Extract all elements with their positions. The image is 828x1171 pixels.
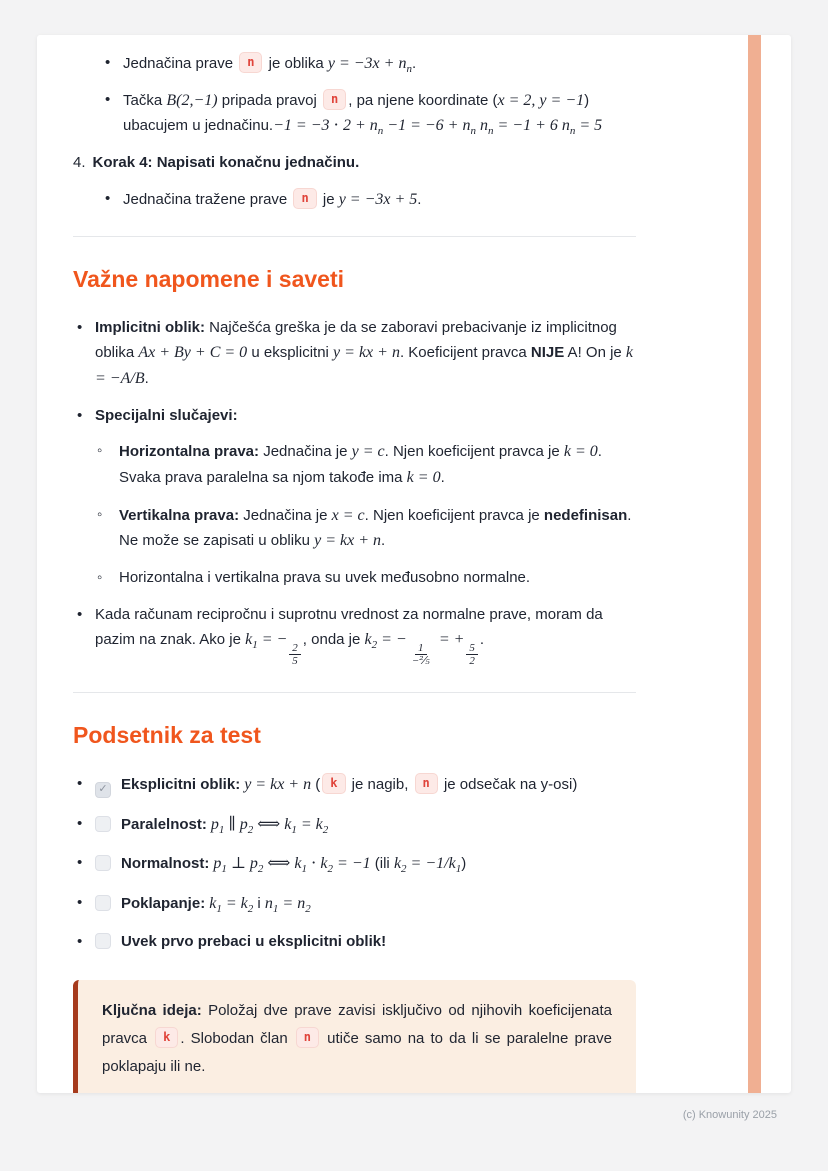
inline-code-badge: n <box>296 1027 319 1048</box>
bold-text-segment: Horizontalna prava: <box>119 443 260 461</box>
math-segment: = 5 <box>575 117 603 135</box>
intro-bullet-list <box>101 51 636 139</box>
checkbox[interactable] <box>95 816 111 832</box>
text-segment: . Koeficijent pravca <box>399 344 531 362</box>
math-segment: x = c <box>331 506 365 524</box>
list-item <box>95 566 636 590</box>
bold-text-segment: Implicitni oblik: <box>95 319 206 337</box>
math-fraction <box>466 642 478 668</box>
math-segment: −1 = −3 ⋅ 2 + n <box>273 117 378 135</box>
math-segment: x = 2, y = −1 <box>497 91 585 109</box>
math-subscript: n <box>470 125 476 138</box>
math-segment: ⊥ p <box>226 855 258 873</box>
text-segment: , onda je <box>302 630 365 648</box>
fraction-denominator: −⅖ <box>411 655 430 668</box>
special-cases-sublist <box>95 439 636 589</box>
checklist-item-text <box>121 815 329 836</box>
math-subscript: 2 <box>371 638 378 651</box>
math-subscript: 1 <box>272 902 279 915</box>
math-segment: k <box>364 630 372 648</box>
text-segment: . Njen koeficijent pravca je <box>364 506 544 524</box>
math-segment: k <box>205 894 217 912</box>
notes-bullet-list <box>73 316 636 668</box>
text-segment: . <box>479 630 485 648</box>
inline-code-badge: n <box>239 52 262 73</box>
checklist-item <box>73 851 636 877</box>
math-segment: k <box>245 630 253 648</box>
checklist-item <box>73 930 636 954</box>
bold-text-segment: Poklapanje: <box>121 894 206 912</box>
list-item-text <box>119 569 530 586</box>
footer-copyright: (c) Knowunity 2025 <box>682 1109 777 1121</box>
checklist-item <box>73 812 636 838</box>
bold-text-segment: Uvek prvo prebaci u eksplicitni oblik! <box>121 933 387 951</box>
checklist-item-text <box>121 776 577 793</box>
test-checklist <box>73 772 636 955</box>
bold-text-segment: NIJE <box>530 344 565 362</box>
checkbox[interactable] <box>95 895 111 911</box>
list-item <box>73 316 636 391</box>
math-subscript: 1 <box>301 863 307 876</box>
text-segment: . Slobodan član <box>180 1030 294 1048</box>
list-item-text <box>119 443 602 486</box>
list-item-text <box>119 507 631 550</box>
math-subscript: n <box>406 63 412 75</box>
text-segment: Najčešća greška je da se zaboravi prebacivanje iz implicitnog oblika <box>95 319 617 362</box>
math-fraction <box>409 642 433 668</box>
math-subscript: n <box>569 125 576 138</box>
text-segment: , pa njene koordinate ( <box>348 91 498 109</box>
math-segment: ∥ p <box>224 815 248 833</box>
math-segment: = − <box>257 630 288 648</box>
math-segment: = k <box>221 894 248 912</box>
list-item <box>101 51 636 77</box>
list-item <box>73 603 636 668</box>
text-segment: . <box>381 532 386 550</box>
text-segment: pripada pravoj <box>217 91 321 109</box>
bold-text-segment: Vertikalna prava: <box>119 506 240 524</box>
text-segment: ( <box>311 775 321 793</box>
section-divider <box>73 692 636 693</box>
text-segment: . Njen koeficijent pravca je <box>384 443 564 461</box>
fraction-denominator: 5 <box>292 655 298 668</box>
list-item-text <box>123 191 421 208</box>
bold-text-segment: Normalnost: <box>121 855 210 873</box>
math-subscript: 2 <box>322 823 329 836</box>
text-segment: . <box>411 55 417 72</box>
step-heading <box>73 151 636 175</box>
math-segment: = −1/k <box>406 855 456 873</box>
math-segment: = −1 + 6 n <box>493 117 570 135</box>
checkbox[interactable] <box>95 933 111 949</box>
text-segment: je odsečak na y-osi) <box>439 775 578 793</box>
checkbox[interactable] <box>95 782 111 798</box>
text-segment: je <box>318 190 339 208</box>
text-segment: utiče samo na to da li se paralelne prave poklapaju ili ne. <box>102 1030 612 1075</box>
math-segment: p <box>209 855 222 873</box>
math-subscript: 1 <box>252 638 258 651</box>
list-item-text <box>123 55 417 75</box>
math-segment: = n <box>278 894 306 912</box>
text-segment: Horizontalna i vertikalna prava su uvek međusobno normalne. <box>119 568 531 586</box>
math-segment: k = 0 <box>406 468 441 486</box>
text-segment: . <box>144 369 149 387</box>
math-subscript: 1 <box>218 823 225 836</box>
text-segment: ) ubacujem u jednačinu. <box>123 91 590 135</box>
text-segment: Jednačina je <box>239 506 332 524</box>
text-segment: Jednačina prave <box>123 55 238 72</box>
step-title: Korak 4: Napisati konačnu jednačinu. <box>92 153 360 171</box>
text-segment: i <box>253 894 265 912</box>
math-subscript: n <box>377 125 384 138</box>
text-segment: Jednačina tražene prave <box>123 190 292 208</box>
math-segment: k <box>393 855 402 873</box>
math-segment: ⋅ k <box>306 855 328 873</box>
math-segment: n <box>264 894 273 912</box>
math-segment: y = c <box>351 443 385 461</box>
math-segment: = − <box>377 630 407 648</box>
inline-code-badge: k <box>322 773 345 794</box>
inline-code-badge: n <box>323 89 346 110</box>
list-item <box>95 439 636 490</box>
math-fraction <box>289 642 301 668</box>
text-segment: . Svaka prava paralelna sa njom takođe ima <box>119 443 602 486</box>
checkbox[interactable] <box>95 855 111 871</box>
text-segment: A! On je <box>564 344 626 362</box>
list-item-text <box>95 407 238 424</box>
math-segment: ⟺ k <box>253 815 292 833</box>
fraction-numerator: 2 <box>289 642 301 656</box>
math-subscript: 1 <box>216 902 222 915</box>
list-item-text <box>95 605 603 668</box>
text-segment: . <box>417 190 422 208</box>
text-segment: . <box>440 468 445 486</box>
text-segment: je oblika <box>264 55 328 72</box>
checklist-item <box>73 891 636 917</box>
fraction-numerator: 5 <box>466 642 478 656</box>
math-segment: y = −3x + 5 <box>338 190 418 208</box>
math-subscript: 2 <box>247 823 254 836</box>
math-segment: k = −A/B <box>95 344 634 387</box>
math-segment: = + <box>434 630 465 648</box>
document-card <box>37 35 791 1093</box>
text-segment: . Ne može se zapisati u obliku <box>119 506 632 550</box>
math-subscript: 1 <box>291 823 297 836</box>
math-segment: −1 = −6 + n <box>383 117 471 135</box>
math-segment: y = −3x + n <box>327 55 407 72</box>
step-number: 4. <box>73 153 86 171</box>
bold-text-segment: Specijalni slučajevi: <box>95 407 238 425</box>
inline-code-badge: n <box>415 773 438 794</box>
math-segment: y = kx + n <box>240 775 312 793</box>
callout-text <box>102 997 612 1080</box>
math-subscript: 1 <box>455 863 462 876</box>
text-segment: (ili <box>370 855 394 873</box>
bold-text-segment: nedefinisan <box>543 506 628 524</box>
section-heading-notes: Važne napomene i saveti <box>73 266 345 293</box>
math-subscript: 2 <box>401 863 407 876</box>
text-segment: Kada računam recipročnu i suprotnu vrednost za normalne prave, moram da pazim na znak. Ako je <box>95 605 603 648</box>
math-segment: k = 0 <box>563 443 598 461</box>
step-bullet-list <box>101 187 636 213</box>
bold-text-segment: Ključna ideja: <box>102 1002 202 1020</box>
checklist-item-text <box>121 855 467 876</box>
text-segment: je nagib, <box>347 775 413 793</box>
math-segment: n <box>475 117 488 135</box>
decorative-stripe <box>748 35 761 1093</box>
text-segment: ) <box>461 855 467 873</box>
checklist-item <box>73 772 636 798</box>
math-subscript: n <box>487 125 494 138</box>
checklist-item-text <box>121 933 386 950</box>
math-subscript: 2 <box>247 902 254 915</box>
list-item-text <box>95 319 633 387</box>
fraction-numerator: 1 <box>415 642 427 656</box>
math-subscript: 2 <box>257 863 264 876</box>
math-segment: p <box>206 815 219 833</box>
document-content <box>37 35 636 1093</box>
math-subscript: 1 <box>221 863 227 876</box>
bold-text-segment: Eksplicitni oblik: <box>121 775 241 793</box>
math-segment: y = kx + n <box>314 532 382 550</box>
math-segment: ⟺ k <box>263 855 302 873</box>
math-subscript: 2 <box>305 902 311 915</box>
key-idea-callout <box>73 980 636 1093</box>
section-heading-test: Podsetnik za test <box>73 722 261 749</box>
text-segment: Položaj dve prave zavisi isključivo od njihovih koeficijenata pravca <box>102 1002 612 1048</box>
math-subscript: 2 <box>327 863 334 876</box>
list-item <box>101 88 636 139</box>
math-segment: y = kx + n <box>333 344 400 362</box>
inline-code-badge: n <box>293 188 316 209</box>
math-segment: = −1 <box>333 855 371 873</box>
checklist-item-text <box>121 894 311 915</box>
list-item <box>95 503 636 554</box>
text-segment: Tačka <box>123 91 167 109</box>
inline-code-badge: k <box>155 1027 178 1048</box>
text-segment: u eksplicitni <box>247 344 334 362</box>
math-segment: B(2,−1) <box>166 91 218 109</box>
list-item <box>73 404 636 589</box>
math-segment: = k <box>296 815 323 833</box>
math-segment: Ax + By + C = 0 <box>138 344 248 362</box>
list-item-text <box>123 91 603 138</box>
fraction-denominator: 2 <box>469 655 475 668</box>
bold-text-segment: Paralelnost: <box>121 815 207 833</box>
list-item <box>101 187 636 213</box>
section-divider <box>73 236 636 237</box>
text-segment: Jednačina je <box>259 443 352 461</box>
